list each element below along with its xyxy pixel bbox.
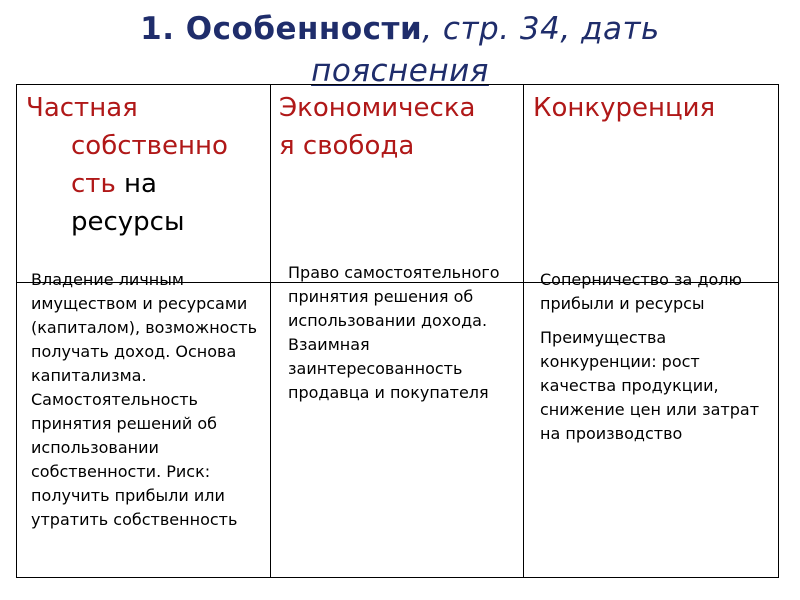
paragraph: Преимущества конкуренции: рост качества продукции, снижение цен или затрат на производство [540, 328, 760, 443]
header-line: на [124, 169, 157, 199]
competition-description [540, 268, 760, 446]
header-line: я свобода [279, 131, 415, 161]
features-table [16, 84, 779, 578]
header-line: собственно [71, 131, 228, 161]
header-line: Частная [26, 93, 138, 123]
header-line: ресурсы [71, 207, 185, 237]
header-line: Экономическа [279, 93, 476, 123]
page-title [0, 8, 800, 92]
column-divider [270, 85, 271, 577]
paragraph: Соперничество за долю прибыли и ресурсы [540, 270, 742, 313]
paragraph: Владение личным имуществом и ресурсами (капиталом), возможность получать доход. Основа капитализма. Самостоятельность принятия решений об использовании собственности. Риск: получить прибыли или утратить собственность [31, 270, 257, 529]
column-divider [523, 85, 524, 577]
header-competition: Конкуренция [533, 93, 716, 123]
paragraph: Право самостоятельного принятия решения об использовании дохода. Взаимная заинтересованность продавца и покупателя [288, 263, 500, 402]
title-number: 1. Особенности [140, 11, 423, 47]
header-private-property [26, 89, 266, 241]
economic-freedom-description [288, 261, 503, 405]
header-economic-freedom [279, 89, 519, 165]
header-line: сть [71, 169, 116, 199]
title-line2: пояснения [311, 53, 489, 89]
title-rest: , стр. 34, дать [422, 11, 660, 47]
private-property-description [31, 268, 263, 532]
